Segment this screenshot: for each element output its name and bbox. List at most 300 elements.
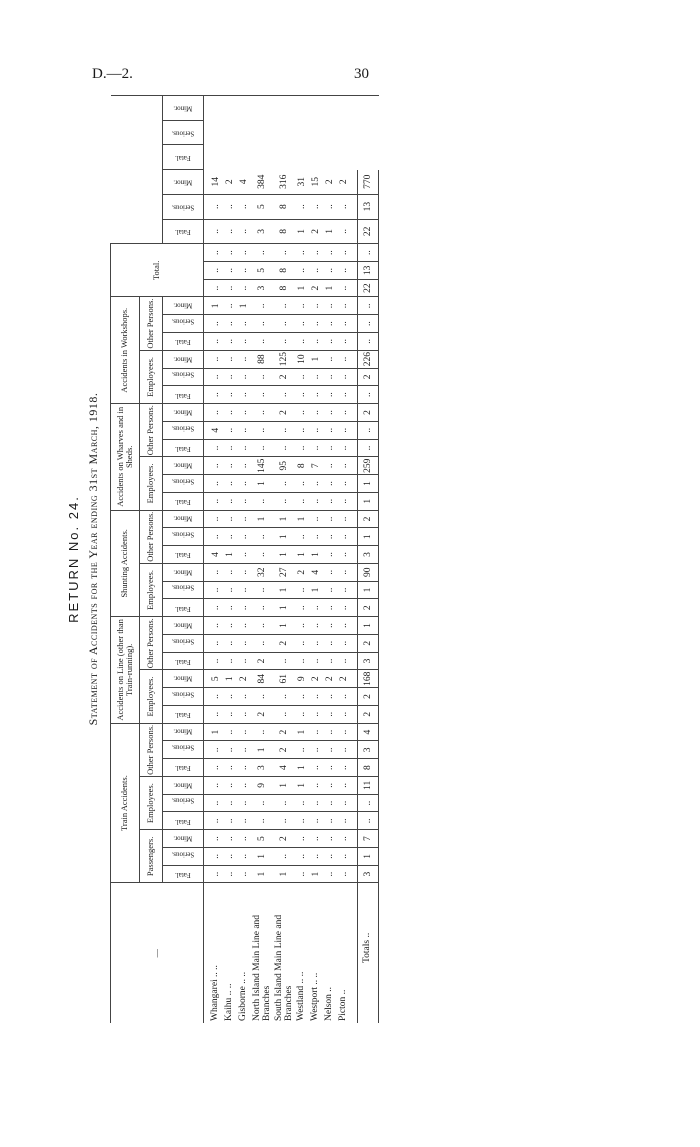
table-cell: ..	[251, 634, 273, 652]
subgroup-header: Other Persons.	[140, 723, 163, 776]
table-cell: ..	[309, 741, 323, 759]
column-label	[163, 865, 204, 883]
table-cell: ..	[273, 652, 295, 670]
table-cell: ..	[237, 634, 251, 652]
table-cell: ..	[337, 475, 358, 493]
table-cell: ..	[251, 546, 273, 564]
column-label	[163, 475, 204, 493]
table-cell: 1	[358, 848, 379, 866]
table-cell: 2	[295, 563, 309, 581]
table-cell: ..	[295, 475, 309, 493]
table-body	[204, 96, 379, 1024]
table-cell: ..	[323, 315, 337, 333]
column-label-text: Minor.	[173, 178, 193, 187]
column-label-text: Minor.	[173, 568, 193, 577]
table-cell: ..	[251, 617, 273, 635]
table-cell: ..	[323, 421, 337, 439]
table-cell: 1	[358, 492, 379, 510]
table-cell: ..	[223, 777, 237, 795]
column-label-text: Fatal.	[175, 228, 191, 237]
table-cell: 32	[251, 563, 273, 581]
column-label-text: Fatal.	[175, 444, 191, 453]
table-cell: ..	[295, 794, 309, 812]
table-cell: ..	[309, 830, 323, 848]
table-cell: ..	[223, 219, 237, 244]
table-cell: ..	[223, 350, 237, 368]
column-label-text: Serious.	[171, 203, 195, 212]
table-cell: 1	[358, 475, 379, 493]
row-label: Whangarei .. ..	[210, 965, 221, 1021]
table-cell: ..	[204, 581, 224, 599]
row-label: Westport .. ..	[310, 972, 321, 1021]
table-cell: 125	[273, 350, 295, 368]
table-cell: ..	[295, 194, 309, 219]
table-cell: ..	[309, 812, 323, 830]
table-cell: 1	[273, 528, 295, 546]
table-cell: 2	[358, 368, 379, 386]
table-cell: 5	[251, 194, 273, 219]
table-cell: ..	[337, 350, 358, 368]
table-cell: 2	[358, 705, 379, 723]
table-cell: ..	[273, 421, 295, 439]
table-cell: ..	[237, 475, 251, 493]
group-header: Accidents on Line (other than Train-running).	[111, 617, 140, 724]
column-label	[163, 350, 204, 368]
table-cell: ..	[204, 848, 224, 866]
table-cell: 259	[358, 457, 379, 475]
table-cell: ..	[323, 457, 337, 475]
table-cell: ..	[251, 439, 273, 457]
table-row	[273, 96, 295, 1024]
table-cell: ..	[309, 492, 323, 510]
table-cell: ..	[323, 617, 337, 635]
table-cell: 11	[358, 777, 379, 795]
table-cell: ..	[323, 759, 337, 777]
table-cell: ..	[273, 386, 295, 404]
table-cell: 1	[223, 670, 237, 688]
table-cell: ..	[309, 794, 323, 812]
column-label	[163, 670, 204, 688]
column-label	[163, 297, 204, 315]
table-cell: ..	[223, 688, 237, 706]
column-label	[163, 599, 204, 617]
column-label	[163, 759, 204, 777]
table-cell: ..	[251, 333, 273, 351]
table-cell: ..	[251, 492, 273, 510]
table-cell: 770	[358, 170, 379, 195]
table-cell: 5	[251, 261, 273, 279]
table-cell: ..	[323, 741, 337, 759]
table-cell: ..	[237, 848, 251, 866]
table-cell: ..	[337, 688, 358, 706]
return-title: RETURN No. 24.	[66, 495, 81, 623]
table-cell: ..	[273, 848, 295, 866]
table-cell: ..	[337, 244, 358, 262]
table-cell: ..	[204, 563, 224, 581]
row-label: South Island Main Line and Branches	[274, 914, 294, 1021]
table-cell: 2	[251, 705, 273, 723]
table-row	[309, 96, 323, 1024]
table-cell: ..	[309, 194, 323, 219]
table-cell: ..	[295, 315, 309, 333]
table-cell: ..	[309, 244, 323, 262]
table-cell: ..	[237, 528, 251, 546]
column-label	[163, 492, 204, 510]
row-label: North Island Main Line and Branches	[252, 914, 272, 1021]
table-cell: 2	[273, 368, 295, 386]
table-cell: ..	[295, 297, 309, 315]
table-cell: ..	[237, 279, 251, 297]
table-cell: ..	[273, 333, 295, 351]
table-cell: 90	[358, 563, 379, 581]
table-cell: ..	[295, 404, 309, 422]
subgroup-header: Employees.	[140, 777, 163, 830]
table-cell: ..	[204, 219, 224, 244]
table-cell: ..	[223, 759, 237, 777]
table-cell: 1	[295, 546, 309, 564]
subgroup-header: Employees.	[140, 563, 163, 616]
table-cell: ..	[323, 830, 337, 848]
table-cell: ..	[204, 457, 224, 475]
table-cell: 95	[273, 457, 295, 475]
table-cell: ..	[309, 510, 323, 528]
table-cell: ..	[295, 830, 309, 848]
table-cell: ..	[237, 741, 251, 759]
table-cell: 1	[358, 581, 379, 599]
table-cell: ..	[323, 546, 337, 564]
table-cell: 1	[309, 350, 323, 368]
table-cell: ..	[223, 812, 237, 830]
table-cell: ..	[295, 617, 309, 635]
table-cell: ..	[337, 421, 358, 439]
table-cell: ..	[237, 599, 251, 617]
table-cell: ..	[323, 475, 337, 493]
table-cell: 1	[295, 723, 309, 741]
table-cell: 2	[309, 279, 323, 297]
column-label-text: Fatal.	[175, 498, 191, 507]
column-label-text: Minor.	[173, 104, 193, 113]
subgroup-header: Passengers.	[140, 830, 163, 883]
table-cell: ..	[295, 634, 309, 652]
table-cell: 1	[204, 297, 224, 315]
table-row	[295, 96, 309, 1024]
table-cell: 3	[251, 279, 273, 297]
table-cell: ..	[358, 244, 379, 262]
table-cell: 4	[309, 563, 323, 581]
column-label	[163, 652, 204, 670]
table-cell: ..	[237, 688, 251, 706]
column-label	[163, 120, 204, 145]
table-cell: 2	[358, 688, 379, 706]
column-label	[163, 457, 204, 475]
table-cell: 2	[358, 404, 379, 422]
table-row	[323, 96, 337, 1024]
table-cell: 2	[337, 670, 358, 688]
table-cell: ..	[223, 492, 237, 510]
table-cell: ..	[237, 244, 251, 262]
column-label-text: Fatal.	[175, 817, 191, 826]
table-cell: ..	[273, 812, 295, 830]
table-cell: 1	[251, 475, 273, 493]
table-cell: ..	[237, 510, 251, 528]
table-cell: 1	[251, 741, 273, 759]
table-cell: ..	[223, 279, 237, 297]
table-cell: ..	[323, 688, 337, 706]
table-cell: ..	[237, 333, 251, 351]
table-cell: ..	[273, 705, 295, 723]
table-cell: ..	[273, 315, 295, 333]
table-cell: 7	[358, 830, 379, 848]
table-cell: ..	[295, 492, 309, 510]
column-label-text: Fatal.	[175, 764, 191, 773]
column-label-text: Fatal.	[175, 870, 191, 879]
table-cell: ..	[323, 865, 337, 883]
table-cell: 4	[237, 170, 251, 195]
table-cell: 145	[251, 457, 273, 475]
column-label-text: Serious.	[171, 129, 195, 138]
table-cell: 88	[251, 350, 273, 368]
table-cell: ..	[309, 599, 323, 617]
column-label	[163, 315, 204, 333]
table-cell: ..	[358, 333, 379, 351]
table-cell: 2	[273, 723, 295, 741]
column-label-text: Minor.	[173, 354, 193, 363]
column-label	[163, 581, 204, 599]
table-cell: ..	[223, 528, 237, 546]
table-cell: 22	[358, 219, 379, 244]
subgroup-header: Employees.	[140, 457, 163, 510]
table-cell: ..	[358, 812, 379, 830]
table-cell: ..	[309, 777, 323, 795]
totals-row	[358, 96, 379, 1024]
table-cell: ..	[309, 261, 323, 279]
table-cell: ..	[237, 194, 251, 219]
table-cell: ..	[309, 617, 323, 635]
table-cell: ..	[337, 563, 358, 581]
table-cell: 1	[273, 777, 295, 795]
table-cell: ..	[358, 421, 379, 439]
row-label: Westland .. ..	[296, 971, 307, 1021]
column-label	[163, 528, 204, 546]
table-cell: ..	[323, 812, 337, 830]
table-cell: ..	[204, 705, 224, 723]
table-cell: ..	[295, 386, 309, 404]
table-cell: ..	[323, 368, 337, 386]
table-cell: ..	[237, 350, 251, 368]
row-label-header: —	[111, 883, 204, 1023]
table-cell: 8	[273, 219, 295, 244]
table-cell: 1	[273, 510, 295, 528]
group-header: Total.	[111, 244, 204, 297]
table-cell: ..	[223, 634, 237, 652]
table-cell: 15	[309, 170, 323, 195]
column-label	[163, 563, 204, 581]
table-cell: ..	[295, 652, 309, 670]
table-cell: 168	[358, 670, 379, 688]
table-cell: ..	[251, 723, 273, 741]
column-label-text: Minor.	[173, 781, 193, 790]
table-cell: 1	[251, 865, 273, 883]
table-cell: 3	[358, 546, 379, 564]
column-label	[163, 812, 204, 830]
table-cell: 7	[309, 457, 323, 475]
table-row	[223, 96, 237, 1024]
column-label	[163, 634, 204, 652]
table-cell: 1	[309, 581, 323, 599]
table-cell: ..	[251, 812, 273, 830]
table-cell: ..	[204, 510, 224, 528]
table-cell: ..	[223, 723, 237, 741]
table-cell: ..	[251, 315, 273, 333]
table-cell: ..	[337, 279, 358, 297]
row-label: Picton ..	[338, 989, 349, 1021]
table-cell: ..	[204, 617, 224, 635]
row-label: Kaihu .. ..	[224, 983, 235, 1021]
table-cell: ..	[204, 830, 224, 848]
table-cell: ..	[251, 581, 273, 599]
table-cell: 1	[358, 528, 379, 546]
table-cell: ..	[323, 652, 337, 670]
table-cell: ..	[204, 688, 224, 706]
table-cell: ..	[237, 421, 251, 439]
table-cell: ..	[323, 244, 337, 262]
table-cell: 2	[358, 634, 379, 652]
table-cell: ..	[223, 297, 237, 315]
table-cell: ..	[237, 386, 251, 404]
table-cell: ..	[204, 652, 224, 670]
table-cell: ..	[204, 741, 224, 759]
column-label	[163, 777, 204, 795]
table-cell: 4	[204, 546, 224, 564]
table-cell: 13	[358, 194, 379, 219]
table-cell: ..	[337, 830, 358, 848]
subgroup-header: Employees.	[140, 670, 163, 723]
table-cell: ..	[223, 617, 237, 635]
table-cell: ..	[237, 492, 251, 510]
table-cell: ..	[237, 777, 251, 795]
table-cell: 1	[273, 581, 295, 599]
table-cell: ..	[337, 386, 358, 404]
table-cell: ..	[204, 759, 224, 777]
table-row	[337, 96, 358, 1024]
table-cell: ..	[204, 599, 224, 617]
table-cell: ..	[309, 688, 323, 706]
table-cell: ..	[273, 297, 295, 315]
table-cell: 61	[273, 670, 295, 688]
table-cell: ..	[337, 741, 358, 759]
table-cell: 2	[251, 652, 273, 670]
table-cell: ..	[309, 528, 323, 546]
table-cell: ..	[295, 244, 309, 262]
table-cell: 2	[358, 599, 379, 617]
table-cell: ..	[295, 421, 309, 439]
table-cell: ..	[295, 705, 309, 723]
table-cell: ..	[323, 634, 337, 652]
column-label-text: Serious.	[171, 690, 195, 699]
column-label-text: Fatal.	[175, 711, 191, 720]
column-label-text: Serious.	[171, 370, 195, 379]
rotated-table-region	[62, 95, 562, 1023]
table-cell: 1	[237, 297, 251, 315]
table-cell: 3	[251, 219, 273, 244]
table-cell: ..	[251, 421, 273, 439]
table-cell: ..	[323, 333, 337, 351]
table-cell: 4	[273, 759, 295, 777]
table-cell: ..	[204, 279, 224, 297]
table-cell: ..	[223, 244, 237, 262]
table-cell: 5	[204, 670, 224, 688]
table-cell: ..	[237, 830, 251, 848]
table-cell: ..	[323, 510, 337, 528]
table-cell: ..	[323, 723, 337, 741]
table-cell: ..	[223, 333, 237, 351]
table-cell: ..	[223, 865, 237, 883]
table-cell: ..	[337, 617, 358, 635]
table-cell: ..	[323, 194, 337, 219]
table-cell: ..	[223, 386, 237, 404]
column-label-text: Fatal.	[175, 391, 191, 400]
table-cell: 2	[309, 670, 323, 688]
column-label-text: Serious.	[171, 477, 195, 486]
column-label	[163, 723, 204, 741]
table-cell: 8	[295, 457, 309, 475]
table-cell: 5	[251, 830, 273, 848]
table-cell: ..	[273, 794, 295, 812]
table-cell: ..	[323, 848, 337, 866]
table-cell: 316	[273, 170, 295, 195]
table-cell: ..	[204, 528, 224, 546]
column-label	[163, 546, 204, 564]
table-cell: ..	[358, 315, 379, 333]
table-cell: 2	[273, 830, 295, 848]
table-cell: 1	[204, 723, 224, 741]
table-cell: ..	[323, 794, 337, 812]
table-cell: ..	[251, 404, 273, 422]
table-cell: ..	[204, 333, 224, 351]
table-cell: 9	[295, 670, 309, 688]
table-cell: ..	[237, 368, 251, 386]
table-cell: 1	[309, 546, 323, 564]
table-cell: ..	[309, 759, 323, 777]
table-cell: 1	[273, 617, 295, 635]
table-cell: ..	[223, 830, 237, 848]
table-cell: ..	[251, 528, 273, 546]
table-cell: ..	[337, 297, 358, 315]
table-cell: ..	[204, 404, 224, 422]
table-cell: ..	[337, 333, 358, 351]
table-cell: 384	[251, 170, 273, 195]
column-label-text: Serious.	[171, 637, 195, 646]
subgroup-header: Other Persons.	[140, 297, 163, 350]
table-cell: 2	[237, 670, 251, 688]
table-cell: ..	[204, 386, 224, 404]
table-cell: ..	[337, 457, 358, 475]
table-cell: ..	[323, 705, 337, 723]
table-cell: ..	[295, 599, 309, 617]
table-cell: ..	[204, 794, 224, 812]
table-cell: ..	[223, 194, 237, 219]
table-cell: 3	[358, 865, 379, 883]
table-cell: ..	[237, 617, 251, 635]
table-cell: ..	[204, 475, 224, 493]
table-cell: ..	[251, 386, 273, 404]
statement-subtitle: Statement of Accidents for the Year ending 31st March, 1918.	[86, 392, 100, 726]
column-label-text: Minor.	[173, 727, 193, 736]
table-cell: ..	[237, 723, 251, 741]
table-cell: ..	[223, 404, 237, 422]
column-label-text: Serious.	[171, 424, 195, 433]
table-cell: ..	[323, 297, 337, 315]
